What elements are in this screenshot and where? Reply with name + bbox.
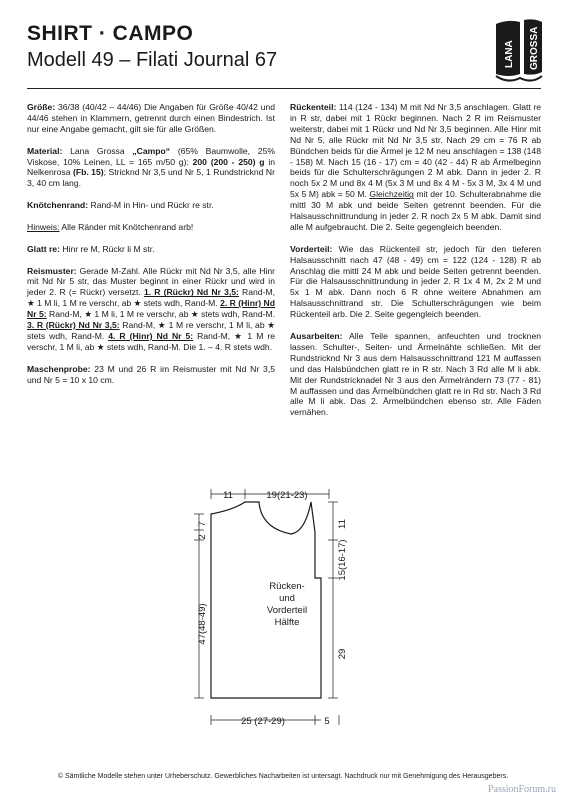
maschenprobe-paragraph <box>27 364 275 386</box>
watermark: PassionForum.ru <box>487 784 556 795</box>
garment-outline <box>211 502 321 698</box>
material-amount: 200 (200 - 250) g <box>192 156 265 167</box>
gleichzeitig-emphasis: Gleichzeitig <box>369 189 414 200</box>
knoetchen-paragraph <box>27 200 275 211</box>
material-label: Material: <box>27 145 63 156</box>
ausarbeiten-label: Ausarbeiten: <box>290 331 343 341</box>
glatt-text: Hinr re M, Rückr li M str. <box>59 243 155 254</box>
material-text: Lana Grossa <box>70 145 133 156</box>
reismuster-label: Reismuster: <box>27 265 77 276</box>
groesse-label: Größe: <box>27 102 56 112</box>
page-title: SHIRT · CAMPO <box>27 22 194 45</box>
center-label-1: Rücken- <box>269 581 305 592</box>
dim-bottom-sleeve: 5 <box>324 716 330 727</box>
maschenprobe-text: 23 M und 26 R im Reismuster mit Nd Nr 3,5 und Nr 5 = 10 x 10 cm. <box>27 363 275 385</box>
reismuster-text: Rand-M, ★ 1 M li, 1 M re verschr, ab ★ stets wdh, Rand-M. <box>46 309 276 320</box>
right-column <box>290 102 541 429</box>
reismuster-text: Gerade M-Zahl. Alle Rückr mit Nd Nr 3,5, alle Hinr mit Nd Nr 5 str, das Muster beginnt in einer Rückr und wird in jeder 2. R (= Rückr) versetzt. <box>27 265 275 298</box>
center-label-4: Hälfte <box>274 617 300 628</box>
glatt-paragraph <box>27 244 275 255</box>
material-text: (65% Baumwolle, 25% Viskose, 10% Leinen, LL = 165 m/50 g): <box>27 145 275 167</box>
vorderteil-text: Wie das Rückenteil str, jedoch für den tieferen Halsausschnitt nach 47 (48 - 49) cm = 122 (124 - 128) R ab Anschlag die mittl 24 M abk und beide Seiten getrennt beenden. Für die Halsausschnittrundung in jeder 2. R 1x 4 M, 2x 2 M und 5x 1 M abk. Dann noch 6 R ohne weitere Abnahmen am Halsausschnittrand str. Die Schulterschrägungen wie beim Rückenteil arb. Die 2. Seite gegengleich beenden. <box>290 243 541 320</box>
lana-grossa-logo <box>494 18 544 84</box>
header-rule <box>27 88 541 89</box>
ausarbeiten-text: Alle Teile spannen, anfeuchten und trocknen lassen. Schulter-, Seiten- und Ärmelnähte schließen. Mit der Rundstricknd Nr 3 aus dem Halsausschnittrand 121 M auffassen und das Halsbündchen glatt re in R str. Nach 3 Rd alle M li abk. Mit der Rundstricknadel Nr 3 aus den Ärmelrändern 73 (77 - 81) M auffassen und das Ärmelbündchen glatt re in Rd str. Nach 3 Rd alle M li abk. Das 2. Ärmelbündchen ebenso str. Alle Fäden vernähen. <box>290 331 541 418</box>
rueckenteil-text: 114 (124 - 134) M mit Nd Nr 3,5 anschlagen. Glatt re in R str, dabei mit 1 Rückr beginnen. Nach 2 R im Reismuster weiterstr, dabei mit 1 Rückr und Nd Nr 3,5 beginnen. Alle Hinr mit Nd Nr 5, alle Rückr mit Nd Nr 3,5 str. Nach 29 cm = 76 R ab Bündchen beids für die Ärmel je 12 M neu anschlagen = 138 (148 - 158) M. Nach 15 (16 - 17) cm = 40 (42 - 44) R ab Ärmelbeginn beids für die Schulterschrägungen 2 M abk. Dann in jeder 2. R noch 5x 2 M und 8x 4 M (5x 3 M und 8x 4 M - 5x 3 M, 3x 4 M und 5x 5 M) abk = 50 M. <box>290 102 541 200</box>
hinweis-label: Hinweis: <box>27 221 60 232</box>
garment-schematic <box>193 484 393 744</box>
page-header <box>27 22 277 72</box>
reismuster-paragraph <box>27 266 275 353</box>
dim-left-long: 47(48-49) <box>197 603 208 645</box>
center-label-2: und <box>279 593 295 604</box>
dim-right-low: 29 <box>337 648 348 660</box>
dim-top-right: 19(21-23) <box>266 490 308 501</box>
reismuster-row-1: 1. R (Rückr) Nd Nr 3,5: <box>143 287 239 298</box>
dim-right-mid: 15(16-17) <box>337 539 348 581</box>
copyright-footer: © Sämtliche Modelle stehen unter Urheberschutz. Gewerbliches Nacharbeiten ist untersagt. Nachdruck nur mit Genehmigung des Herausgebers. <box>57 773 509 780</box>
material-paragraph <box>27 146 275 190</box>
ausarbeiten-paragraph <box>290 331 541 418</box>
center-label-3: Vorderteil <box>266 605 308 616</box>
rueckenteil-label: Rückenteil: <box>290 102 337 112</box>
material-text: ; Stricknd Nr 3,5 und Nr 5, 1 Rundstricknd Nr 3, 40 cm lang. <box>27 167 275 189</box>
hinweis-text: Alle Ränder mit Knötchenrand arb! <box>59 221 194 232</box>
reismuster-row-3: 3. R (Rückr) Nd Nr 3,5: <box>27 320 120 331</box>
glatt-label: Glatt re: <box>27 243 60 254</box>
dim-bottom-main: 25 (27-29) <box>241 716 285 727</box>
dim-left-top: 7 <box>197 521 208 527</box>
reismuster-row-4: 4. R (Hinr) Nd Nr 5: <box>108 330 194 341</box>
svg-text:LANA: LANA <box>504 40 515 68</box>
rueckenteil-paragraph <box>290 102 541 233</box>
page-subtitle: Modell 49 – Filati Journal 67 <box>27 49 278 71</box>
dim-right-top: 11 <box>337 519 348 529</box>
left-column <box>27 102 275 396</box>
groesse-paragraph <box>27 102 275 135</box>
maschenprobe-label: Maschenprobe: <box>27 363 91 374</box>
knoetchen-label: Knötchenrand: <box>27 200 89 211</box>
rueckenteil-text: mit der 10. Schulterabnahme die mittl 30 M abk und beide Seiten getrennt beenden. Für die Halsausschnittrundung in jeder 2. R noch 2x 5 M abk. Damit sind alle M aufgebraucht. Die 2. Seite gegengleich beenden. <box>290 189 541 232</box>
svg-text:GROSSA: GROSSA <box>529 26 540 70</box>
material-color-number: (Fb. 15) <box>72 167 104 178</box>
reismuster-text: Rand-M, ★ 1 M re verschr, 1 M li, ab ★ stets wdh, Rand-M. <box>27 320 275 341</box>
hinweis-paragraph <box>27 222 275 233</box>
knoetchen-text: Rand-M in Hin- und Rückr re str. <box>88 200 214 211</box>
dim-top-left: 11 <box>223 490 233 501</box>
reismuster-text: Rand-M, ★ 1 M re verschr, 1 M li, ab ★ stets wdh, Rand-M. Die 1. – 4. R stets wdh. <box>27 330 275 352</box>
reismuster-row-2: 2. R (Hinr) Nd Nr 5: <box>27 298 275 320</box>
material-text: in Nelkenrosa <box>27 156 276 178</box>
material-product: „Campo“ <box>132 145 171 156</box>
reismuster-text: Rand-M, ★ 1 M li, 1 M re verschr, ab ★ stets wdh, Rand-M. <box>27 287 275 309</box>
dim-left-mid: 2 <box>197 534 208 540</box>
vorderteil-label: Vorderteil: <box>290 243 333 254</box>
vorderteil-paragraph <box>290 244 541 320</box>
groesse-text: 36/38 (40/42 – 44/46) Die Angaben für Größe 40/42 und 44/46 stehen in Klammern, getrennt durch einen Bindestrich. Ist nur eine Angabe gemacht, gilt sie für alle Größen. <box>27 102 275 134</box>
